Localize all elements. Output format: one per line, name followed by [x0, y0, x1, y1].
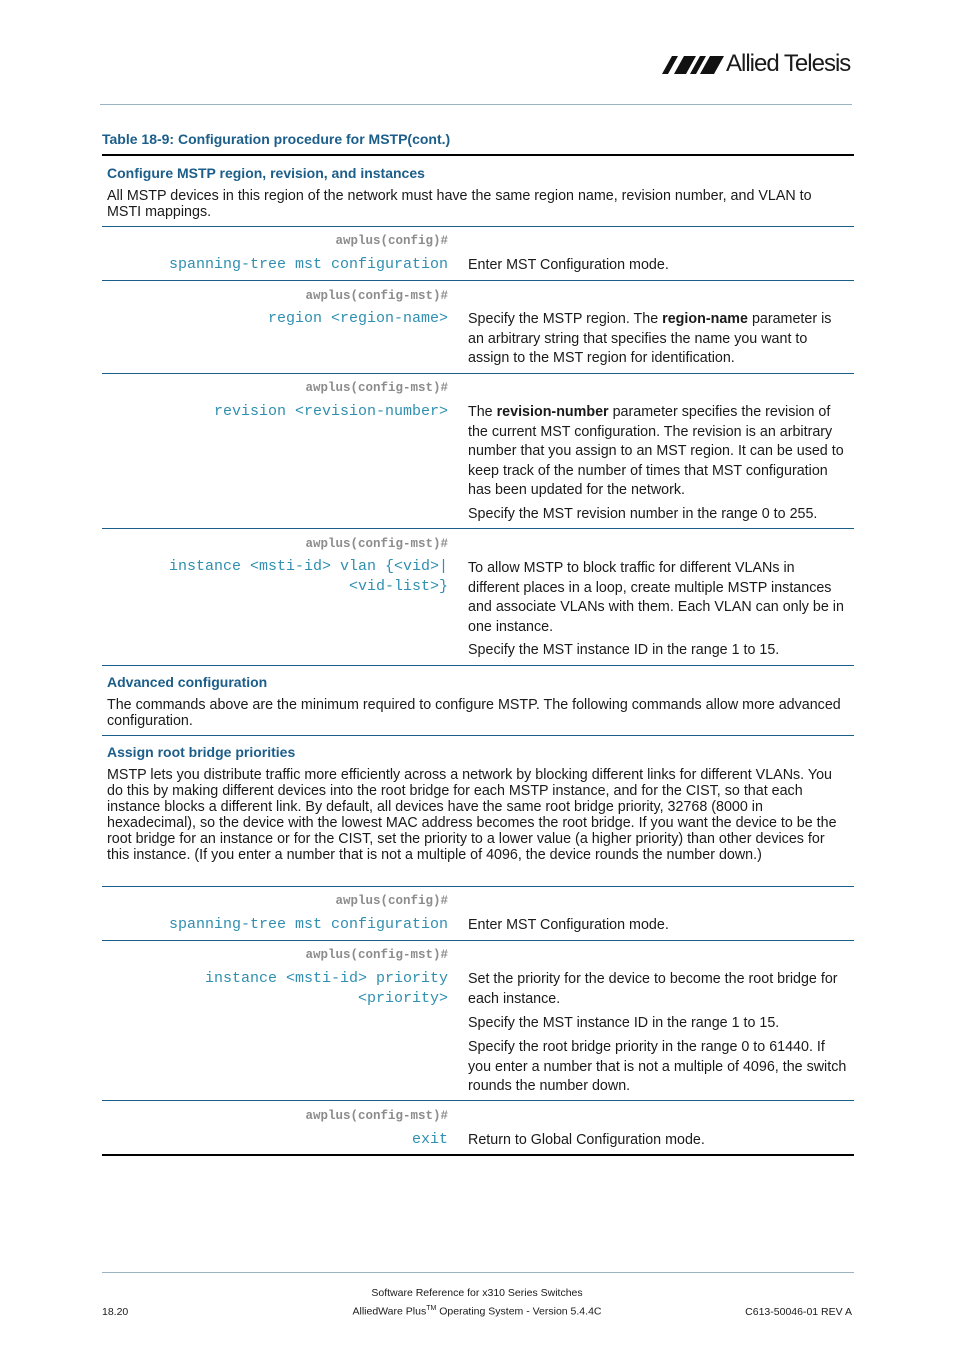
- row-divider: [102, 1100, 854, 1101]
- description-priority-range: Specify the root bridge priority in the range 0 to 61440. If you enter a number that is not a multiple of 4096, the switch rounds the number down.: [468, 1039, 847, 1094]
- description-revision-range: Specify the MST revision number in the range 0 to 255.: [468, 506, 818, 522]
- table-title: Table 18-9: Configuration procedure for MSTP(cont.): [102, 131, 451, 147]
- command-instance-priority: instance <msti-id> priority <priority>: [204, 970, 448, 1007]
- section-text-root-bridge: MSTP lets you distribute traffic more efficiently across a network by blocking different links for different VLANs. You do this by making different devices into the root bridge for each MSTP instance, and for the CIST, so that each instance blocks a different link. By default, all devices have the same root bridge priority, 32768 (8000 in hexadecimal), so the device with the lowest MAC address becomes the root bridge. If you want the device to be the root bridge for an instance or for the CIST, set the priority to a lower value (a higher priority) than other devices for this instance. (If you enter a number that is not a multiple of 4096, the device rounds the number down.): [107, 767, 837, 863]
- section-text-advanced: The commands above are the minimum required to configure MSTP. The following commands allow more advanced configuration.: [107, 697, 841, 729]
- description-instance-vlan: To allow MSTP to block traffic for different VLANs in different places in a loop, create multiple MSTP instances and associate VLANs with them. Each VLAN can only be in one instance.: [468, 560, 844, 635]
- page-number: 18.20: [102, 1306, 129, 1318]
- row-divider: [102, 886, 854, 887]
- brand-name: Allied Telesis: [726, 50, 851, 77]
- table-top-rule: [102, 154, 854, 156]
- footer-divider: [102, 1272, 854, 1273]
- command-revision: revision <revision-number>: [213, 403, 448, 420]
- footer-doc-title: Software Reference for x310 Series Switches: [371, 1287, 583, 1299]
- description-exit: Return to Global Configuration mode.: [468, 1132, 705, 1148]
- table-bottom-rule: [102, 1154, 854, 1156]
- document-id: C613-50046-01 REV A: [745, 1306, 852, 1318]
- row-divider: [102, 940, 854, 941]
- section-title-root-bridge: Assign root bridge priorities: [107, 744, 296, 760]
- description: Enter MST Configuration mode.: [468, 257, 669, 273]
- description-priority-instance-range: Specify the MST instance ID in the range 1 to 15.: [468, 1015, 780, 1031]
- prompt-config-mst: awplus(config-mst)#: [305, 381, 448, 395]
- command-spanning-tree-mst-configuration: spanning-tree mst configuration: [168, 916, 448, 933]
- description-priority: Set the priority for the device to become the root bridge for each instance.: [468, 971, 838, 1007]
- footer-os-version: AlliedWare Plus™ Operating System - Version 5.4.4C: [352, 1305, 602, 1318]
- row-divider: [102, 665, 854, 666]
- command-exit: exit: [411, 1131, 448, 1148]
- description-instance-range: Specify the MST instance ID in the range 1 to 15.: [468, 642, 780, 658]
- row-divider: [102, 735, 854, 736]
- section-title-advanced: Advanced configuration: [107, 674, 268, 690]
- prompt-config-mst: awplus(config-mst)#: [305, 948, 448, 962]
- command-instance-vlan: instance <msti-id> vlan {<vid>| <vid-list>}: [168, 558, 448, 595]
- prompt-config: awplus(config)#: [335, 894, 448, 908]
- header-divider: [100, 104, 852, 105]
- row-divider: [102, 226, 854, 227]
- prompt-config: awplus(config)#: [335, 234, 448, 248]
- logo-mark-icon: [662, 54, 724, 74]
- prompt-config-mst: awplus(config-mst)#: [305, 537, 448, 551]
- row-divider: [102, 280, 854, 281]
- section-title-region: Configure MSTP region, revision, and instances: [107, 165, 425, 181]
- description-revision: The revision-number parameter specifies the revision of the current MST configuration. The revision is an arbitrary number that you assign to an MST region. It can be used to keep track of the number of times that MST configuration has been updated for the network.: [468, 404, 844, 498]
- allied-telesis-logo: [662, 50, 854, 78]
- prompt-config-mst: awplus(config-mst)#: [305, 1109, 448, 1123]
- section-text-region: All MSTP devices in this region of the network must have the same region name, revision number, and VLAN to MSTI mappings.: [107, 188, 812, 220]
- row-divider: [102, 373, 854, 374]
- prompt-config-mst: awplus(config-mst)#: [305, 289, 448, 303]
- row-divider: [102, 528, 854, 529]
- description-region: Specify the MSTP region. The region-name parameter is an arbitrary string that specifies the name you want to assign to the MST region for identification.: [468, 311, 832, 366]
- command-spanning-tree-mst-configuration: spanning-tree mst configuration: [168, 256, 448, 273]
- command-region: region <region-name>: [267, 310, 448, 327]
- description: Enter MST Configuration mode.: [468, 917, 669, 933]
